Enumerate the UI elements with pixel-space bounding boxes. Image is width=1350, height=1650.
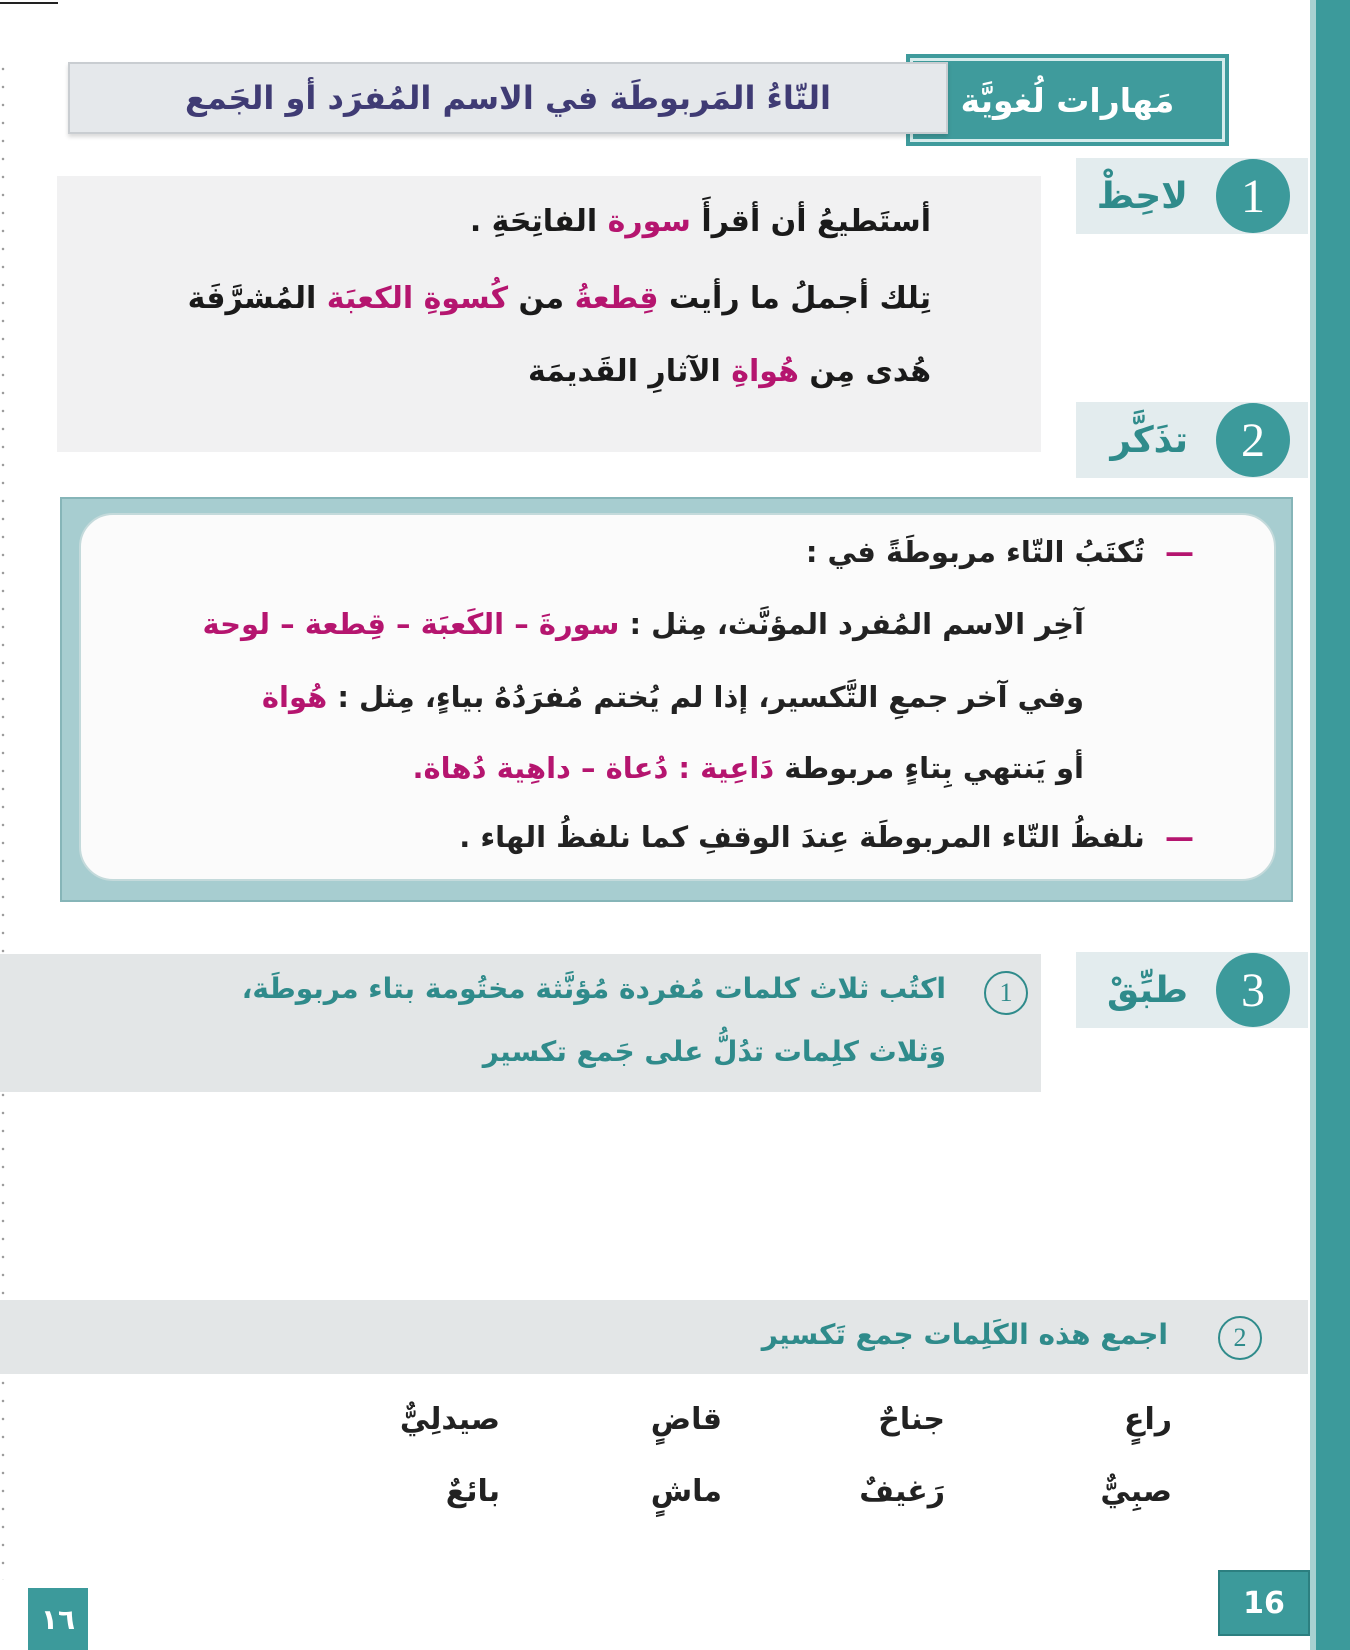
observe-line-1: أستَطيعُ أن أقرأَ سورة الفاتِحَةِ . — [469, 204, 931, 239]
remember-line-1: — تُكتَبُ التّاء مربوطَةً في : — [805, 535, 1194, 569]
observe-line-3: هُدى مِن هُواةِ الآثارِ القَديمَة — [527, 354, 931, 389]
exercise-1-number: 1 — [984, 971, 1028, 1015]
step-label: لاحِظْ — [1096, 175, 1188, 217]
page-number: 16 — [1218, 1570, 1310, 1636]
word-item: راعٍ — [1123, 1402, 1172, 1437]
section-title: مَهارات لُغويَّة — [960, 80, 1175, 120]
lesson-title: التّاءُ المَربوطَة في الاسم المُفرَد أو الجَمع — [185, 79, 831, 117]
step-number-badge: 3 — [1216, 953, 1290, 1027]
exercise-1-line-2: وَثلاث كلِمات تدُلُّ على جَمع تكسير — [482, 1035, 946, 1068]
word-item: جناحٌ — [878, 1402, 945, 1437]
word-item: صيدلِيٌّ — [399, 1402, 500, 1437]
section-title-banner — [910, 58, 1225, 142]
step-tab-remember — [1076, 402, 1308, 478]
step-tab-observe — [1076, 158, 1308, 234]
exercise-2-number: 2 — [1218, 1316, 1262, 1360]
remember-line-3: وفي آخر جمعِ التَّكسير، إذا لم يُختم مُفرَدُهُ بياءٍ، مِثل : هُواة — [261, 680, 1084, 714]
exercise-1-line-1: اكتُب ثلاث كلمات مُفردة مُؤنَّثة مختُومة بتاء مربوطَة، — [241, 972, 946, 1005]
remember-line-5: — نلفظُ التّاء المربوطَة عِندَ الوقفِ كما نلفظُ الهاء . — [459, 820, 1194, 854]
word-item: بائعٌ — [445, 1474, 500, 1509]
word-item: صبِيٌّ — [1100, 1474, 1172, 1509]
lesson-title-banner — [68, 62, 948, 134]
observe-box — [57, 176, 1041, 452]
observe-line-2: تِلك أجملُ ما رأيت قِطعةُ من كُسوةِ الكعبَة المُشرَّفَة — [187, 281, 931, 316]
step-tab-apply — [1076, 952, 1308, 1028]
page-number-arabic: ١٦ — [28, 1588, 88, 1650]
step-label: طبِّقْ — [1106, 969, 1188, 1011]
exercise-2-instruction: اجمع هذه الكَلِمات جمع تَكسير — [761, 1318, 1168, 1351]
remember-box — [79, 513, 1276, 881]
word-item: قاضٍ — [650, 1402, 722, 1437]
remember-line-4: أو يَنتهي بِتاءٍ مربوطة دَاعِية : دُعاة – داهِية دُهاة. — [412, 751, 1084, 785]
step-label: تذَكَّر — [1110, 419, 1188, 461]
word-item: ماشٍ — [650, 1474, 722, 1509]
step-number-badge: 2 — [1216, 403, 1290, 477]
remember-line-2: آخِر الاسم المُفرد المؤنَّث، مِثل : سورةَ – الكَعبَة – قِطعة – لوحة — [202, 607, 1084, 641]
word-item: رَغيفٌ — [859, 1474, 945, 1509]
page-edge-band — [1316, 0, 1350, 1650]
page-edge-band-light — [1310, 0, 1316, 1650]
top-rule — [0, 2, 58, 4]
step-number-badge: 1 — [1216, 159, 1290, 233]
